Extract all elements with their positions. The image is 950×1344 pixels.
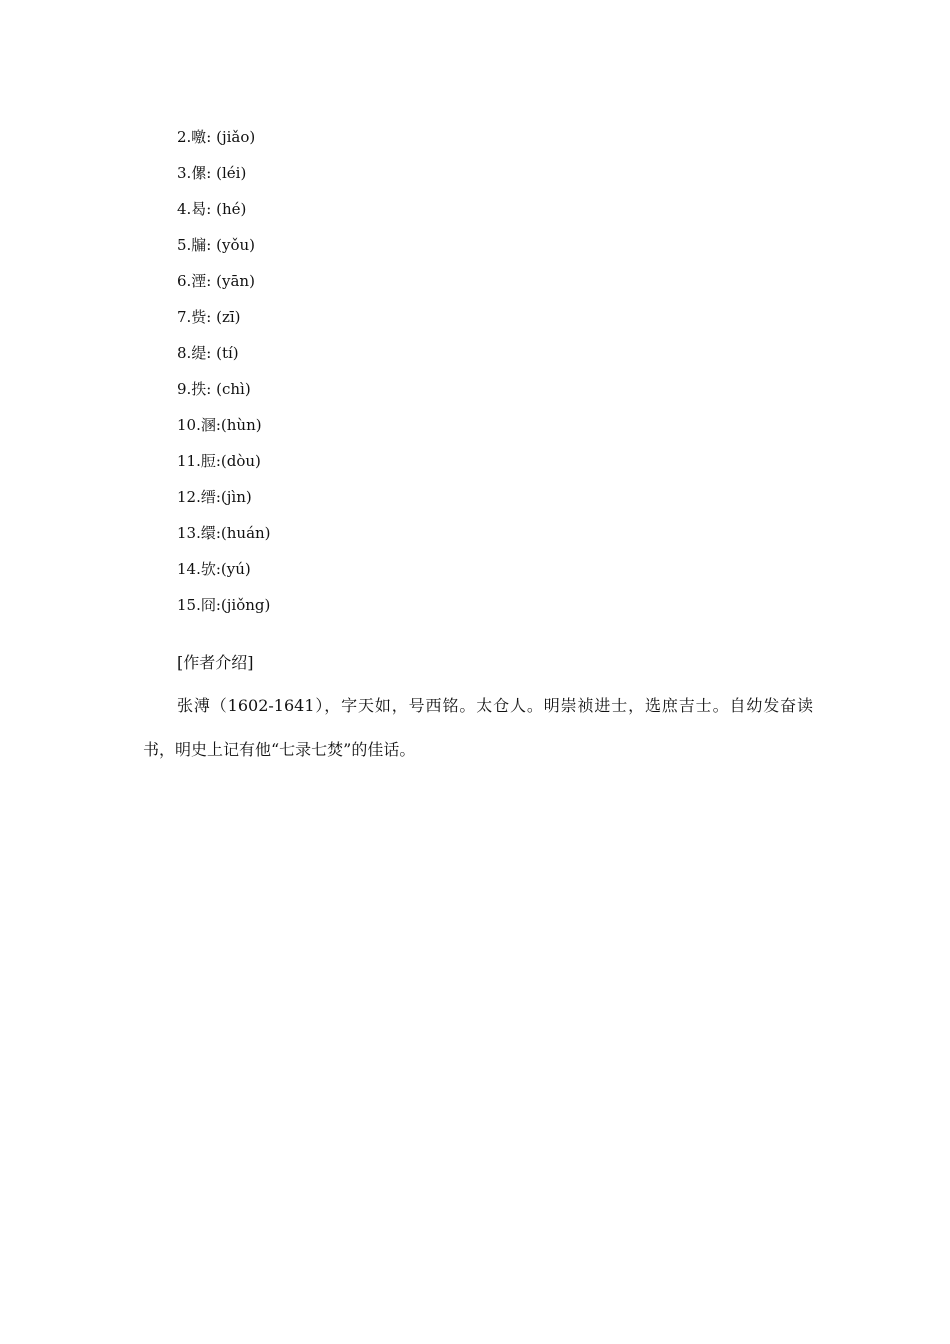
glossary-item: 5.牖: (yǒu) [177, 236, 256, 254]
glossary-item: 4.曷: (hé) [177, 200, 247, 218]
glossary-item: 3.傫: (léi) [177, 164, 247, 182]
author-section-title: [作者介绍] [177, 653, 254, 672]
glossary-item: 6.湮: (yān) [177, 272, 255, 290]
glossary-item: 7.赀: (zī) [177, 308, 241, 326]
glossary-item: 10.溷:(hùn) [177, 416, 262, 434]
glossary-item: 12.缙:(jìn) [177, 488, 252, 506]
author-paragraph: 张溥（1602-1641），字天如，号西铭。太仓人。明崇祯进士，选庶吉士。自幼发奋读书，明史上记有他“七录七焚”的佳话。 [143, 696, 813, 759]
glossary-item: 2.噭: (jiǎo) [177, 128, 256, 146]
glossary-item: 11.脰:(dòu) [177, 452, 261, 470]
glossary-item: 8.缇: (tí) [177, 344, 239, 362]
glossary-item: 13.缳:(huán) [177, 524, 271, 542]
pronunciation-glossary [177, 126, 271, 630]
glossary-item: 14.欤:(yú) [177, 560, 251, 578]
glossary-item: 9.抶: (chì) [177, 380, 251, 398]
glossary-item: 15.冏:(jiǒng) [177, 596, 271, 614]
